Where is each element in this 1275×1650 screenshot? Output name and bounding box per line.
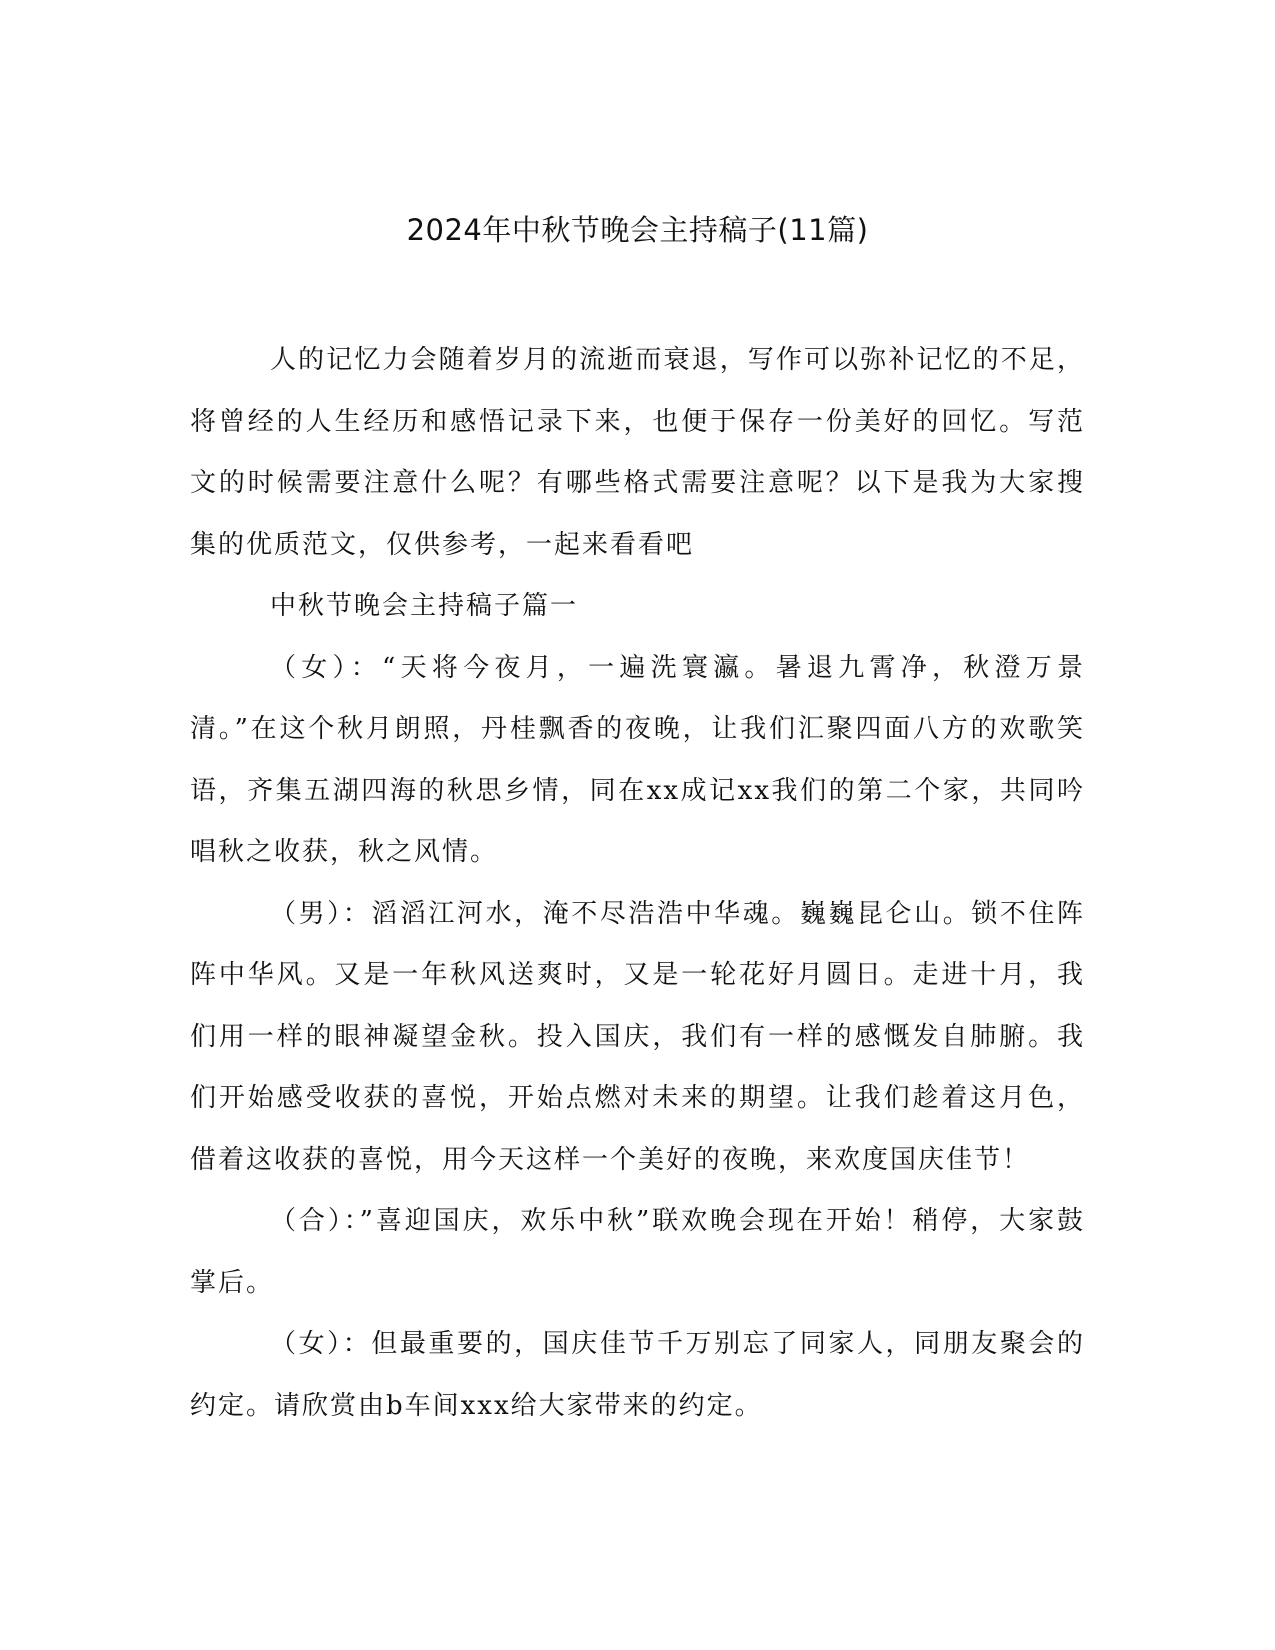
female-host-paragraph: （女）：“天将今夜月，一遍洗寰瀛。暑退九霄净，秋澄万景清。”在这个秋月朗照，丹桂飘香的夜晚，让我们汇聚四面八方的欢歌笑语，齐集五湖四海的秋思乡情，同在xx成记xx我们的第二个家，共同吟唱秋之收获，秋之风情。 <box>190 652 1085 867</box>
joint-host-paragraph: （合）：”喜迎国庆，欢乐中秋”联欢晚会现在开始！稍停，大家鼓掌后。 <box>190 1206 1085 1298</box>
section-heading: 中秋节晚会主持稿子篇一 <box>270 591 579 621</box>
female-host-paragraph-2: （女）：但最重要的，国庆佳节千万别忘了同家人，同朋友聚会的约定。请欣赏由b车间xxx给大家带来的约定。 <box>190 1329 1085 1421</box>
intro-paragraph: 人的记忆力会随着岁月的流逝而衰退，写作可以弥补记忆的不足，将曾经的人生经历和感悟记录下来，也便于保存一份美好的回忆。写范文的时候需要注意什么呢？有哪些格式需要注意呢？以下是我为大家搜集的优质范文，仅供参考，一起来看看吧 <box>190 345 1085 560</box>
male-host-paragraph: （男）：滔滔江河水，淹不尽浩浩中华魂。巍巍昆仑山。锁不住阵阵中华风。又是一年秋风送爽时，又是一轮花好月圆日。走进十月，我们用一样的眼神凝望金秋。投入国庆，我们有一样的感慨发自肺腑。我们开始感受收获的喜悦，开始点燃对未来的期望。让我们趁着这月色，借着这收获的喜悦，用今天这样一个美好的夜晚，来欢度国庆佳节！ <box>190 898 1085 1175</box>
document-title: 2024年中秋节晚会主持稿子(11篇) <box>406 213 869 247</box>
document-body <box>190 330 1085 1437</box>
